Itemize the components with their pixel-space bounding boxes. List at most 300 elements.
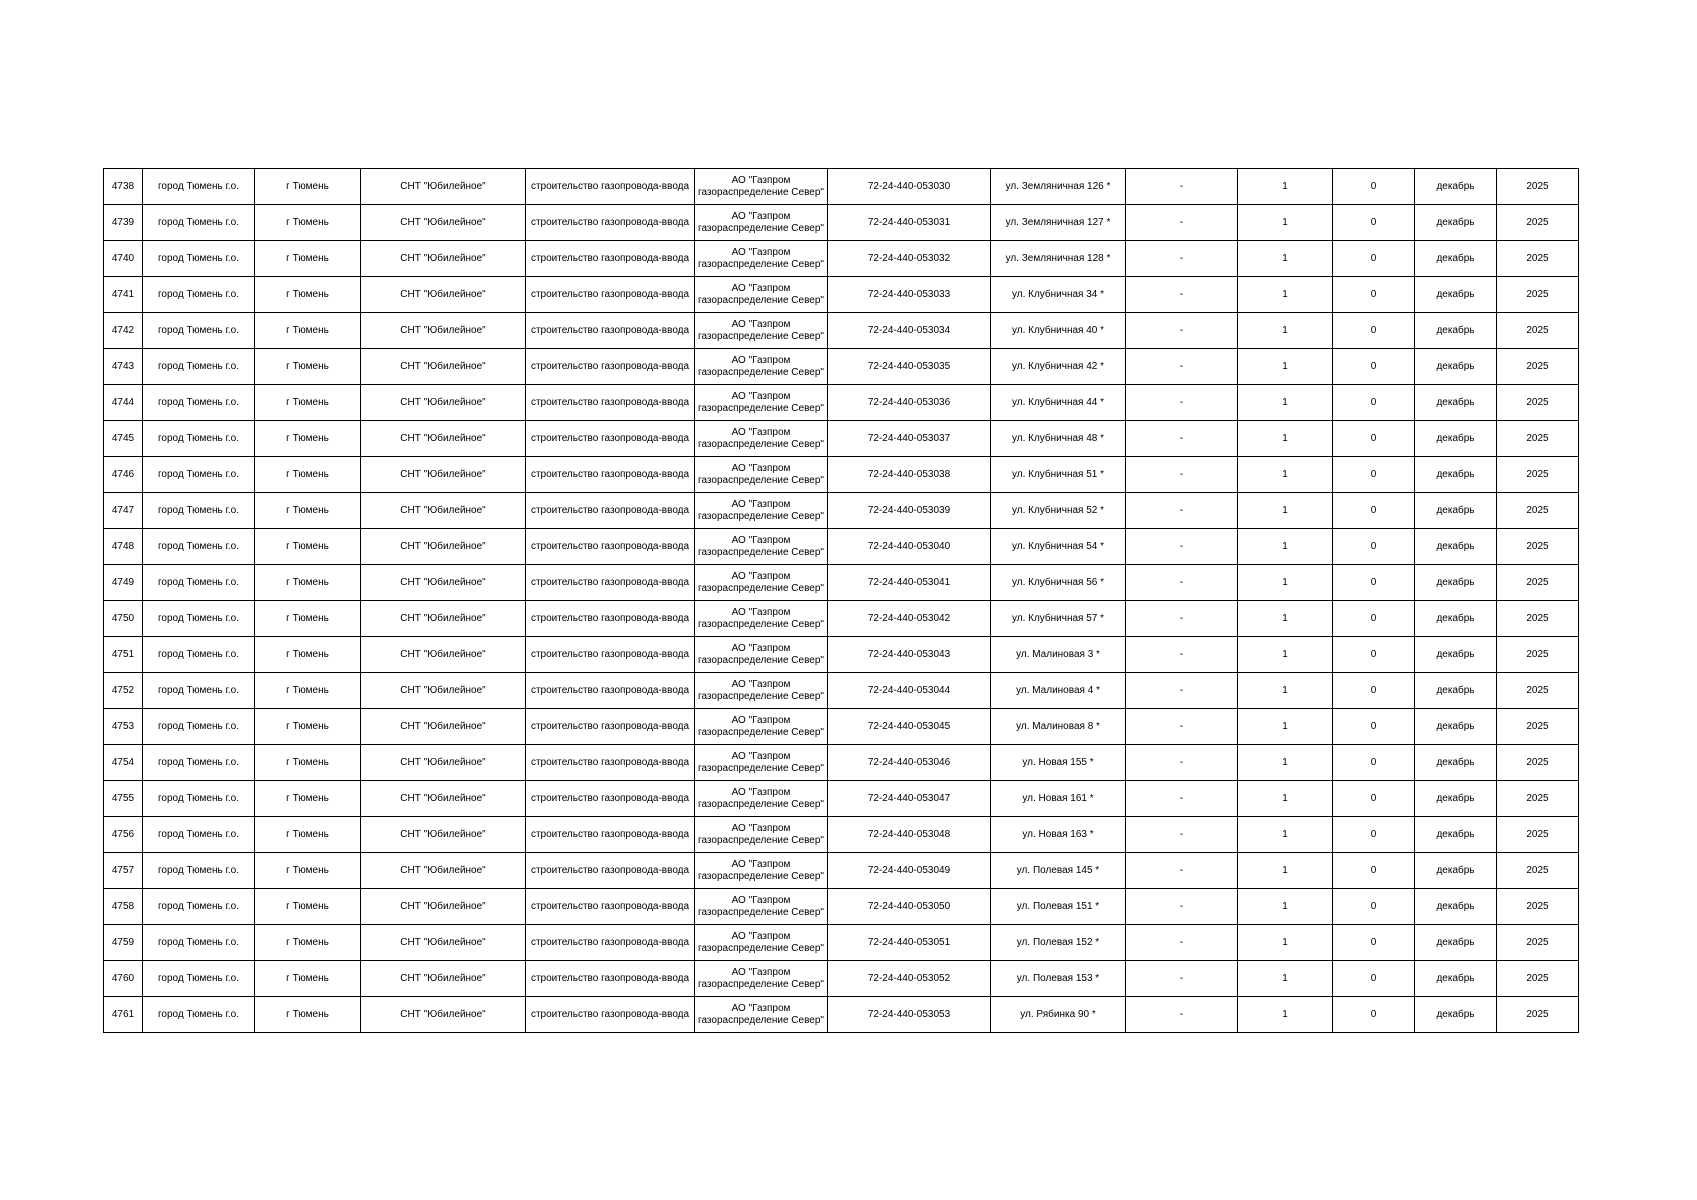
year-cell: 2025 — [1497, 277, 1579, 313]
object-code-cell: 72-24-440-053041 — [828, 565, 991, 601]
address-cell: ул. Полевая 152 * — [991, 925, 1126, 961]
organization-cell: АО "Газпром газораспределение Север" — [695, 277, 828, 313]
month-cell: декабрь — [1415, 277, 1497, 313]
zero-value-cell: 0 — [1333, 853, 1415, 889]
organization-cell: АО "Газпром газораспределение Север" — [695, 853, 828, 889]
object-code-cell: 72-24-440-053035 — [828, 349, 991, 385]
table-row — [104, 493, 1579, 529]
settlement-cell: СНТ "Юбилейное" — [361, 925, 526, 961]
work-type-cell: строительство газопровода-ввода — [526, 241, 695, 277]
dash-cell: - — [1126, 385, 1238, 421]
organization-cell: АО "Газпром газораспределение Север" — [695, 997, 828, 1033]
zero-value-cell: 0 — [1333, 421, 1415, 457]
city-cell: г Тюмень — [255, 781, 361, 817]
object-code-cell: 72-24-440-053050 — [828, 889, 991, 925]
table-row — [104, 421, 1579, 457]
work-type-cell: строительство газопровода-ввода — [526, 637, 695, 673]
dash-cell: - — [1126, 493, 1238, 529]
data-table — [103, 168, 1579, 1033]
month-cell: декабрь — [1415, 241, 1497, 277]
city-cell: г Тюмень — [255, 349, 361, 385]
month-cell: декабрь — [1415, 853, 1497, 889]
table-row — [104, 277, 1579, 313]
dash-cell: - — [1126, 961, 1238, 997]
address-cell: ул. Клубничная 54 * — [991, 529, 1126, 565]
quantity-cell: 1 — [1238, 709, 1333, 745]
dash-cell: - — [1126, 997, 1238, 1033]
city-cell: г Тюмень — [255, 817, 361, 853]
organization-cell: АО "Газпром газораспределение Север" — [695, 169, 828, 205]
dash-cell: - — [1126, 169, 1238, 205]
dash-cell: - — [1126, 889, 1238, 925]
object-code-cell: 72-24-440-053049 — [828, 853, 991, 889]
row-number-cell: 4743 — [104, 349, 143, 385]
quantity-cell: 1 — [1238, 277, 1333, 313]
settlement-cell: СНТ "Юбилейное" — [361, 961, 526, 997]
city-cell: г Тюмень — [255, 241, 361, 277]
organization-cell: АО "Газпром газораспределение Север" — [695, 565, 828, 601]
city-cell: г Тюмень — [255, 997, 361, 1033]
document-sheet — [103, 168, 1579, 1033]
settlement-cell: СНТ "Юбилейное" — [361, 745, 526, 781]
settlement-cell: СНТ "Юбилейное" — [361, 889, 526, 925]
quantity-cell: 1 — [1238, 169, 1333, 205]
address-cell: ул. Полевая 151 * — [991, 889, 1126, 925]
district-cell: город Тюмень г.о. — [143, 313, 255, 349]
zero-value-cell: 0 — [1333, 889, 1415, 925]
district-cell: город Тюмень г.о. — [143, 601, 255, 637]
settlement-cell: СНТ "Юбилейное" — [361, 565, 526, 601]
district-cell: город Тюмень г.о. — [143, 925, 255, 961]
work-type-cell: строительство газопровода-ввода — [526, 781, 695, 817]
month-cell: декабрь — [1415, 673, 1497, 709]
organization-cell: АО "Газпром газораспределение Север" — [695, 889, 828, 925]
settlement-cell: СНТ "Юбилейное" — [361, 493, 526, 529]
table-row — [104, 781, 1579, 817]
zero-value-cell: 0 — [1333, 493, 1415, 529]
object-code-cell: 72-24-440-053037 — [828, 421, 991, 457]
year-cell: 2025 — [1497, 313, 1579, 349]
city-cell: г Тюмень — [255, 673, 361, 709]
quantity-cell: 1 — [1238, 673, 1333, 709]
district-cell: город Тюмень г.о. — [143, 241, 255, 277]
object-code-cell: 72-24-440-053034 — [828, 313, 991, 349]
year-cell: 2025 — [1497, 853, 1579, 889]
district-cell: город Тюмень г.о. — [143, 817, 255, 853]
table-row — [104, 889, 1579, 925]
month-cell: декабрь — [1415, 745, 1497, 781]
table-row — [104, 349, 1579, 385]
object-code-cell: 72-24-440-053031 — [828, 205, 991, 241]
object-code-cell: 72-24-440-053042 — [828, 601, 991, 637]
year-cell: 2025 — [1497, 457, 1579, 493]
dash-cell: - — [1126, 457, 1238, 493]
city-cell: г Тюмень — [255, 529, 361, 565]
organization-cell: АО "Газпром газораспределение Север" — [695, 961, 828, 997]
table-row — [104, 997, 1579, 1033]
work-type-cell: строительство газопровода-ввода — [526, 889, 695, 925]
district-cell: город Тюмень г.о. — [143, 781, 255, 817]
address-cell: ул. Клубничная 42 * — [991, 349, 1126, 385]
organization-cell: АО "Газпром газораспределение Север" — [695, 925, 828, 961]
month-cell: декабрь — [1415, 925, 1497, 961]
work-type-cell: строительство газопровода-ввода — [526, 421, 695, 457]
zero-value-cell: 0 — [1333, 349, 1415, 385]
settlement-cell: СНТ "Юбилейное" — [361, 385, 526, 421]
district-cell: город Тюмень г.о. — [143, 349, 255, 385]
address-cell: ул. Полевая 145 * — [991, 853, 1126, 889]
settlement-cell: СНТ "Юбилейное" — [361, 853, 526, 889]
quantity-cell: 1 — [1238, 493, 1333, 529]
work-type-cell: строительство газопровода-ввода — [526, 565, 695, 601]
work-type-cell: строительство газопровода-ввода — [526, 529, 695, 565]
table-row — [104, 205, 1579, 241]
work-type-cell: строительство газопровода-ввода — [526, 493, 695, 529]
city-cell: г Тюмень — [255, 169, 361, 205]
district-cell: город Тюмень г.о. — [143, 709, 255, 745]
city-cell: г Тюмень — [255, 745, 361, 781]
year-cell: 2025 — [1497, 565, 1579, 601]
city-cell: г Тюмень — [255, 493, 361, 529]
city-cell: г Тюмень — [255, 601, 361, 637]
settlement-cell: СНТ "Юбилейное" — [361, 241, 526, 277]
zero-value-cell: 0 — [1333, 673, 1415, 709]
zero-value-cell: 0 — [1333, 961, 1415, 997]
object-code-cell: 72-24-440-053030 — [828, 169, 991, 205]
city-cell: г Тюмень — [255, 961, 361, 997]
address-cell: ул. Полевая 153 * — [991, 961, 1126, 997]
row-number-cell: 4750 — [104, 601, 143, 637]
table-row — [104, 709, 1579, 745]
year-cell: 2025 — [1497, 997, 1579, 1033]
month-cell: декабрь — [1415, 961, 1497, 997]
work-type-cell: строительство газопровода-ввода — [526, 349, 695, 385]
zero-value-cell: 0 — [1333, 529, 1415, 565]
row-number-cell: 4761 — [104, 997, 143, 1033]
table-row — [104, 853, 1579, 889]
city-cell: г Тюмень — [255, 565, 361, 601]
zero-value-cell: 0 — [1333, 925, 1415, 961]
table-row — [104, 313, 1579, 349]
zero-value-cell: 0 — [1333, 601, 1415, 637]
dash-cell: - — [1126, 925, 1238, 961]
zero-value-cell: 0 — [1333, 169, 1415, 205]
dash-cell: - — [1126, 781, 1238, 817]
district-cell: город Тюмень г.о. — [143, 745, 255, 781]
address-cell: ул. Клубничная 34 * — [991, 277, 1126, 313]
quantity-cell: 1 — [1238, 925, 1333, 961]
row-number-cell: 4752 — [104, 673, 143, 709]
object-code-cell: 72-24-440-053040 — [828, 529, 991, 565]
month-cell: декабрь — [1415, 529, 1497, 565]
year-cell: 2025 — [1497, 925, 1579, 961]
city-cell: г Тюмень — [255, 925, 361, 961]
month-cell: декабрь — [1415, 709, 1497, 745]
district-cell: город Тюмень г.о. — [143, 529, 255, 565]
organization-cell: АО "Газпром газораспределение Север" — [695, 529, 828, 565]
settlement-cell: СНТ "Юбилейное" — [361, 313, 526, 349]
address-cell: ул. Клубничная 48 * — [991, 421, 1126, 457]
object-code-cell: 72-24-440-053046 — [828, 745, 991, 781]
organization-cell: АО "Газпром газораспределение Север" — [695, 745, 828, 781]
object-code-cell: 72-24-440-053047 — [828, 781, 991, 817]
table-row — [104, 745, 1579, 781]
object-code-cell: 72-24-440-053048 — [828, 817, 991, 853]
organization-cell: АО "Газпром газораспределение Север" — [695, 709, 828, 745]
zero-value-cell: 0 — [1333, 313, 1415, 349]
address-cell: ул. Рябинка 90 * — [991, 997, 1126, 1033]
district-cell: город Тюмень г.о. — [143, 493, 255, 529]
address-cell: ул. Новая 163 * — [991, 817, 1126, 853]
month-cell: декабрь — [1415, 817, 1497, 853]
organization-cell: АО "Газпром газораспределение Север" — [695, 205, 828, 241]
settlement-cell: СНТ "Юбилейное" — [361, 349, 526, 385]
dash-cell: - — [1126, 241, 1238, 277]
object-code-cell: 72-24-440-053052 — [828, 961, 991, 997]
year-cell: 2025 — [1497, 385, 1579, 421]
district-cell: город Тюмень г.о. — [143, 853, 255, 889]
work-type-cell: строительство газопровода-ввода — [526, 169, 695, 205]
address-cell: ул. Малиновая 3 * — [991, 637, 1126, 673]
district-cell: город Тюмень г.о. — [143, 169, 255, 205]
city-cell: г Тюмень — [255, 385, 361, 421]
address-cell: ул. Новая 161 * — [991, 781, 1126, 817]
quantity-cell: 1 — [1238, 205, 1333, 241]
row-number-cell: 4748 — [104, 529, 143, 565]
year-cell: 2025 — [1497, 889, 1579, 925]
month-cell: декабрь — [1415, 781, 1497, 817]
district-cell: город Тюмень г.о. — [143, 889, 255, 925]
object-code-cell: 72-24-440-053053 — [828, 997, 991, 1033]
zero-value-cell: 0 — [1333, 745, 1415, 781]
work-type-cell: строительство газопровода-ввода — [526, 385, 695, 421]
organization-cell: АО "Газпром газораспределение Север" — [695, 673, 828, 709]
settlement-cell: СНТ "Юбилейное" — [361, 277, 526, 313]
work-type-cell: строительство газопровода-ввода — [526, 853, 695, 889]
city-cell: г Тюмень — [255, 457, 361, 493]
zero-value-cell: 0 — [1333, 709, 1415, 745]
quantity-cell: 1 — [1238, 421, 1333, 457]
quantity-cell: 1 — [1238, 745, 1333, 781]
quantity-cell: 1 — [1238, 313, 1333, 349]
year-cell: 2025 — [1497, 241, 1579, 277]
object-code-cell: 72-24-440-053038 — [828, 457, 991, 493]
address-cell: ул. Клубничная 56 * — [991, 565, 1126, 601]
address-cell: ул. Клубничная 52 * — [991, 493, 1126, 529]
address-cell: ул. Малиновая 4 * — [991, 673, 1126, 709]
month-cell: декабрь — [1415, 313, 1497, 349]
quantity-cell: 1 — [1238, 241, 1333, 277]
row-number-cell: 4758 — [104, 889, 143, 925]
organization-cell: АО "Газпром газораспределение Север" — [695, 493, 828, 529]
year-cell: 2025 — [1497, 673, 1579, 709]
dash-cell: - — [1126, 709, 1238, 745]
month-cell: декабрь — [1415, 169, 1497, 205]
table-row — [104, 673, 1579, 709]
row-number-cell: 4744 — [104, 385, 143, 421]
zero-value-cell: 0 — [1333, 997, 1415, 1033]
district-cell: город Тюмень г.о. — [143, 277, 255, 313]
dash-cell: - — [1126, 565, 1238, 601]
dash-cell: - — [1126, 277, 1238, 313]
object-code-cell: 72-24-440-053044 — [828, 673, 991, 709]
district-cell: город Тюмень г.о. — [143, 637, 255, 673]
month-cell: декабрь — [1415, 601, 1497, 637]
zero-value-cell: 0 — [1333, 637, 1415, 673]
row-number-cell: 4753 — [104, 709, 143, 745]
settlement-cell: СНТ "Юбилейное" — [361, 457, 526, 493]
work-type-cell: строительство газопровода-ввода — [526, 745, 695, 781]
year-cell: 2025 — [1497, 637, 1579, 673]
row-number-cell: 4747 — [104, 493, 143, 529]
district-cell: город Тюмень г.о. — [143, 385, 255, 421]
dash-cell: - — [1126, 205, 1238, 241]
city-cell: г Тюмень — [255, 709, 361, 745]
row-number-cell: 4745 — [104, 421, 143, 457]
quantity-cell: 1 — [1238, 385, 1333, 421]
district-cell: город Тюмень г.о. — [143, 565, 255, 601]
settlement-cell: СНТ "Юбилейное" — [361, 709, 526, 745]
quantity-cell: 1 — [1238, 961, 1333, 997]
year-cell: 2025 — [1497, 205, 1579, 241]
work-type-cell: строительство газопровода-ввода — [526, 313, 695, 349]
year-cell: 2025 — [1497, 817, 1579, 853]
quantity-cell: 1 — [1238, 457, 1333, 493]
table-body — [104, 169, 1579, 1033]
quantity-cell: 1 — [1238, 997, 1333, 1033]
row-number-cell: 4754 — [104, 745, 143, 781]
organization-cell: АО "Газпром газораспределение Север" — [695, 421, 828, 457]
dash-cell: - — [1126, 853, 1238, 889]
month-cell: декабрь — [1415, 457, 1497, 493]
object-code-cell: 72-24-440-053051 — [828, 925, 991, 961]
table-row — [104, 817, 1579, 853]
dash-cell: - — [1126, 349, 1238, 385]
work-type-cell: строительство газопровода-ввода — [526, 997, 695, 1033]
table-row — [104, 637, 1579, 673]
year-cell: 2025 — [1497, 169, 1579, 205]
dash-cell: - — [1126, 529, 1238, 565]
table-row — [104, 529, 1579, 565]
table-row — [104, 601, 1579, 637]
address-cell: ул. Клубничная 57 * — [991, 601, 1126, 637]
table-row — [104, 925, 1579, 961]
work-type-cell: строительство газопровода-ввода — [526, 925, 695, 961]
object-code-cell: 72-24-440-053039 — [828, 493, 991, 529]
zero-value-cell: 0 — [1333, 565, 1415, 601]
organization-cell: АО "Газпром газораспределение Север" — [695, 817, 828, 853]
settlement-cell: СНТ "Юбилейное" — [361, 601, 526, 637]
row-number-cell: 4740 — [104, 241, 143, 277]
settlement-cell: СНТ "Юбилейное" — [361, 421, 526, 457]
city-cell: г Тюмень — [255, 421, 361, 457]
quantity-cell: 1 — [1238, 601, 1333, 637]
year-cell: 2025 — [1497, 709, 1579, 745]
zero-value-cell: 0 — [1333, 205, 1415, 241]
work-type-cell: строительство газопровода-ввода — [526, 673, 695, 709]
address-cell: ул. Клубничная 40 * — [991, 313, 1126, 349]
year-cell: 2025 — [1497, 493, 1579, 529]
quantity-cell: 1 — [1238, 853, 1333, 889]
dash-cell: - — [1126, 817, 1238, 853]
address-cell: ул. Земляничная 126 * — [991, 169, 1126, 205]
address-cell: ул. Земляничная 127 * — [991, 205, 1126, 241]
year-cell: 2025 — [1497, 601, 1579, 637]
settlement-cell: СНТ "Юбилейное" — [361, 781, 526, 817]
organization-cell: АО "Газпром газораспределение Север" — [695, 349, 828, 385]
address-cell: ул. Земляничная 128 * — [991, 241, 1126, 277]
month-cell: декабрь — [1415, 997, 1497, 1033]
zero-value-cell: 0 — [1333, 781, 1415, 817]
organization-cell: АО "Газпром газораспределение Север" — [695, 637, 828, 673]
object-code-cell: 72-24-440-053036 — [828, 385, 991, 421]
table-row — [104, 457, 1579, 493]
settlement-cell: СНТ "Юбилейное" — [361, 529, 526, 565]
quantity-cell: 1 — [1238, 529, 1333, 565]
month-cell: декабрь — [1415, 205, 1497, 241]
work-type-cell: строительство газопровода-ввода — [526, 817, 695, 853]
quantity-cell: 1 — [1238, 565, 1333, 601]
month-cell: декабрь — [1415, 565, 1497, 601]
dash-cell: - — [1126, 601, 1238, 637]
city-cell: г Тюмень — [255, 889, 361, 925]
year-cell: 2025 — [1497, 529, 1579, 565]
month-cell: декабрь — [1415, 889, 1497, 925]
table-row — [104, 169, 1579, 205]
organization-cell: АО "Газпром газораспределение Север" — [695, 385, 828, 421]
district-cell: город Тюмень г.о. — [143, 421, 255, 457]
settlement-cell: СНТ "Юбилейное" — [361, 205, 526, 241]
dash-cell: - — [1126, 313, 1238, 349]
month-cell: декабрь — [1415, 349, 1497, 385]
row-number-cell: 4746 — [104, 457, 143, 493]
row-number-cell: 4760 — [104, 961, 143, 997]
dash-cell: - — [1126, 745, 1238, 781]
dash-cell: - — [1126, 421, 1238, 457]
work-type-cell: строительство газопровода-ввода — [526, 709, 695, 745]
settlement-cell: СНТ "Юбилейное" — [361, 637, 526, 673]
settlement-cell: СНТ "Юбилейное" — [361, 817, 526, 853]
year-cell: 2025 — [1497, 961, 1579, 997]
year-cell: 2025 — [1497, 745, 1579, 781]
month-cell: декабрь — [1415, 385, 1497, 421]
row-number-cell: 4741 — [104, 277, 143, 313]
month-cell: декабрь — [1415, 421, 1497, 457]
work-type-cell: строительство газопровода-ввода — [526, 277, 695, 313]
zero-value-cell: 0 — [1333, 817, 1415, 853]
address-cell: ул. Клубничная 44 * — [991, 385, 1126, 421]
organization-cell: АО "Газпром газораспределение Север" — [695, 313, 828, 349]
district-cell: город Тюмень г.о. — [143, 997, 255, 1033]
row-number-cell: 4742 — [104, 313, 143, 349]
row-number-cell: 4757 — [104, 853, 143, 889]
city-cell: г Тюмень — [255, 853, 361, 889]
work-type-cell: строительство газопровода-ввода — [526, 205, 695, 241]
year-cell: 2025 — [1497, 349, 1579, 385]
quantity-cell: 1 — [1238, 817, 1333, 853]
row-number-cell: 4756 — [104, 817, 143, 853]
zero-value-cell: 0 — [1333, 241, 1415, 277]
year-cell: 2025 — [1497, 421, 1579, 457]
table-row — [104, 241, 1579, 277]
address-cell: ул. Новая 155 * — [991, 745, 1126, 781]
settlement-cell: СНТ "Юбилейное" — [361, 997, 526, 1033]
zero-value-cell: 0 — [1333, 457, 1415, 493]
work-type-cell: строительство газопровода-ввода — [526, 601, 695, 637]
table-row — [104, 565, 1579, 601]
district-cell: город Тюмень г.о. — [143, 673, 255, 709]
district-cell: город Тюмень г.о. — [143, 205, 255, 241]
